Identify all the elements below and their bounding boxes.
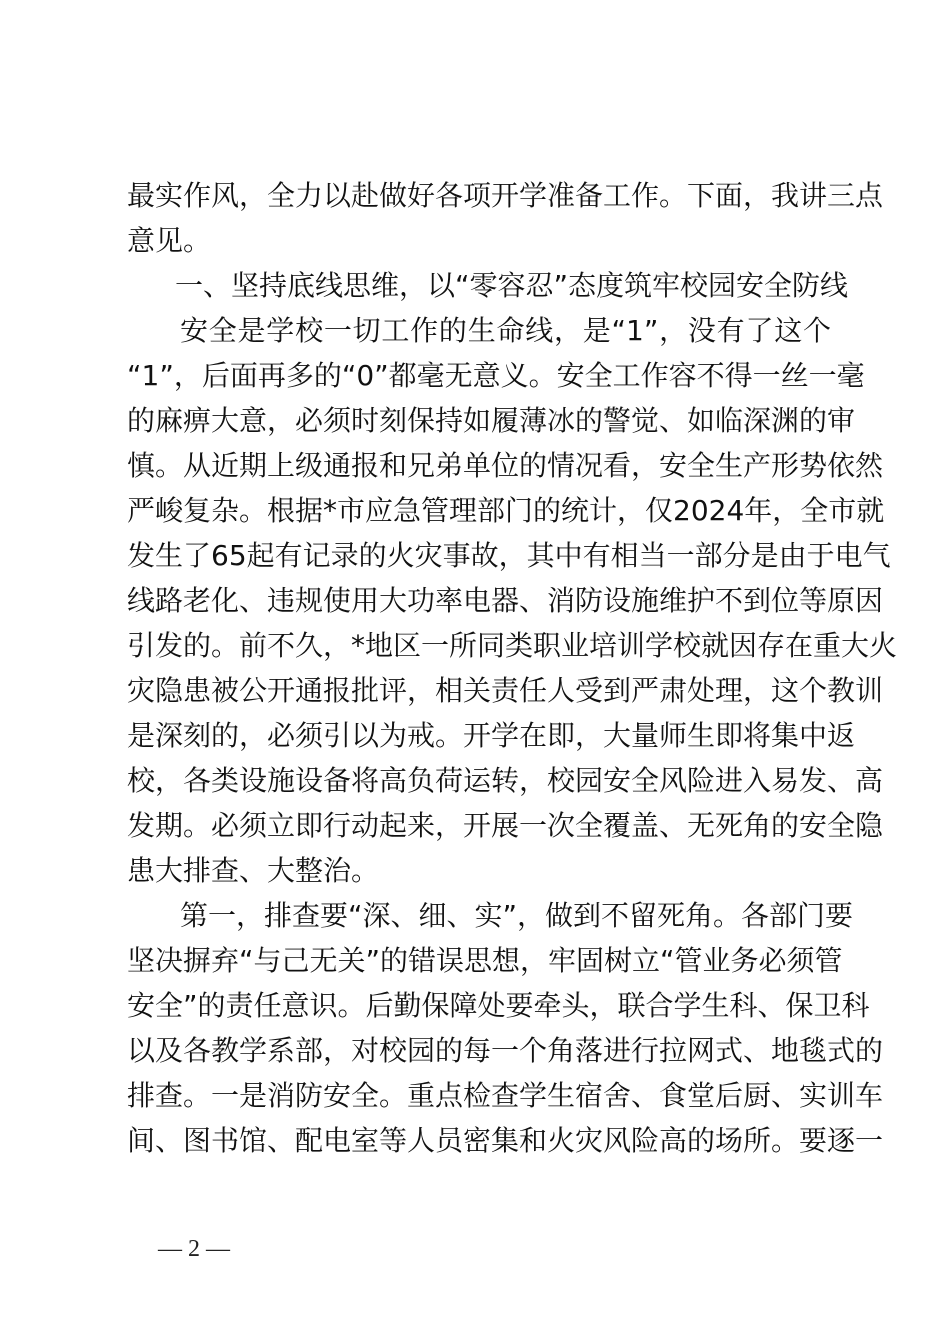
body-text-line: 引发的。前不久，*地区一所同类职业培训学校就因存在重大火 (127, 629, 898, 662)
body-text-line: 线路老化、违规使用大功率电器、消防设施维护不到位等原因 (127, 584, 884, 617)
body-text-line: “1”，后面再多的“0”都毫无意义。安全工作容不得一丝一毫 (127, 359, 865, 392)
body-text-line: 是深刻的，必须引以为戒。开学在即，大量师生即将集中返 (127, 719, 856, 752)
body-text-line: 校，各类设施设备将高负荷运转，校园安全风险进入易发、高 (127, 764, 884, 797)
body-text-line: 间、图书馆、配电室等人员密集和火灾风险高的场所。要逐一 (127, 1124, 884, 1157)
page-number: — 2 — (158, 1236, 230, 1262)
body-text-line: 灾隐患被公开通报批评，相关责任人受到严肃处理，这个教训 (127, 674, 884, 707)
body-text-line: 第一，排查要“深、细、实”，做到不留死角。各部门要 (180, 899, 854, 932)
body-text-line: 安全是学校一切工作的生命线，是“1”，没有了这个 (180, 314, 831, 347)
section-heading: 一、坚持底线思维，以“零容忍”态度筑牢校园安全防线 (175, 269, 849, 302)
body-text-line: 意见。 (127, 224, 212, 257)
body-text-line: 最实作风，全力以赴做好各项开学准备工作。下面，我讲三点 (127, 179, 884, 212)
body-text-line: 严峻复杂。根据*市应急管理部门的统计，仅2024年，全市就 (127, 494, 885, 527)
body-text-line: 安全”的责任意识。后勤保障处要牵头，联合学生科、保卫科 (127, 989, 870, 1022)
body-text-line: 患大排查、大整治。 (127, 854, 380, 887)
body-text-line: 以及各教学系部，对校园的每一个角落进行拉网式、地毯式的 (127, 1034, 884, 1067)
body-text-line: 的麻痹大意，必须时刻保持如履薄冰的警觉、如临深渊的审 (127, 404, 856, 437)
body-text-line: 发生了65起有记录的火灾事故，其中有相当一部分是由于电气 (127, 539, 891, 572)
body-text-line: 排查。一是消防安全。重点检查学生宿舍、食堂后厨、实训车 (127, 1079, 884, 1112)
body-text-line: 慎。从近期上级通报和兄弟单位的情况看，安全生产形势依然 (127, 449, 884, 482)
body-text-line: 坚决摒弃“与己无关”的错误思想，牢固树立“管业务必须管 (127, 944, 843, 977)
body-text-line: 发期。必须立即行动起来，开展一次全覆盖、无死角的安全隐 (127, 809, 884, 842)
